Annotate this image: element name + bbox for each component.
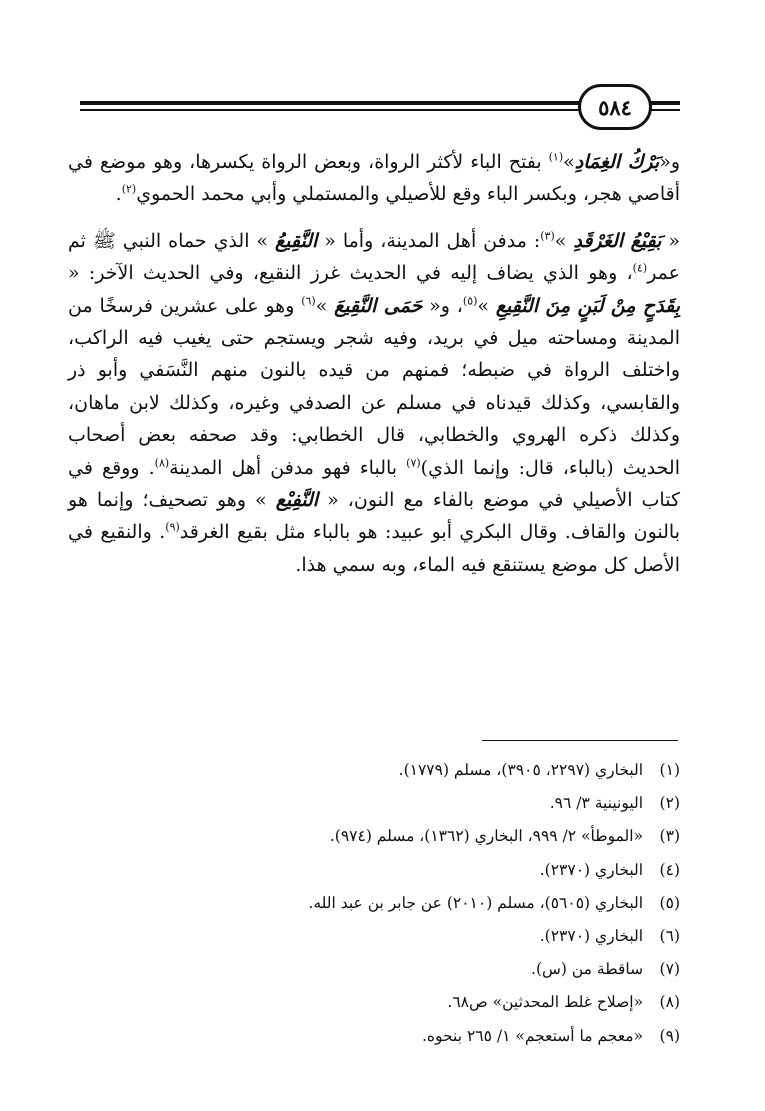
footnote-ref: (٦) [301,294,316,308]
paragraph-bark-alghimad: و«بَرْكُ الغِمَادِ»$^{(١)}$ بفتح الباء لأكثر الرواة، وبعض الرواة يكسرها، وهو موضع في أقاصي هجر، وبكسر الباء وقع للأصيلي والمستملي وأبي محمد الحموي$^{(٢)}$. [68,150,681,206]
footnote-item [68,887,680,920]
main-text [68,146,680,581]
footnote-text: البخاري (٥٦٠٥)، مسلم (٢٠١٠) عن جابر بن عبد الله. [308,893,644,912]
entry-term: النَّفِيْع [275,489,319,512]
entry-term: النَّقِيعُ [275,229,318,252]
entry-term: بَرْكُ الغِمَادِ [574,151,660,173]
footnote-number: (١) [659,761,680,779]
footnote-ref: (٣) [540,229,555,243]
footnote-item [68,754,680,787]
footnote-ref: (٨) [154,456,170,470]
footnote-item [68,986,680,1019]
footnote-ref: (٤) [632,261,648,275]
footnote-ref: (٩) [165,521,180,535]
footnote-ref: (٧) [406,456,421,470]
footnote-text: البخاري (٢٢٩٧، ٣٩٠٥)، مسلم (١٧٧٩). [398,761,644,779]
footnote-text: «معجم ما أستعجم» ١/ ٢٦٥ بنحوه. [421,1026,644,1045]
footnote-item [68,953,680,986]
footnote-number: (٢) [659,794,680,813]
footnote-text: اليونينية ٣/ ٩٦. [549,794,644,813]
paragraph-baqi-naqi: « بَقِيْعُ الغَرْقَدِ »$^{(٣)}$: مدفن أهل المدينة، وأما « النَّقِيعُ » الذي حماه النبي ﷺ ثم عمر$^{(٤)}$، وهو الذي يضاف إليه في الحديث غرز النقيع، وفي الحديث الآخر: « بِقَدَحٍ مِنْ لَبَنٍ مِنَ النَّقِيعِ »$^{(٥)}$، و« حَمَى النَّقِيعَ »$^{(٦)}$ وهو على عشرين فرسخًا من المدينة ومساحته ميل في بريد، وفيه شجر ويستجم حتى يغيب فيه الراكب، واختلف الرواة في ضبطه؛ فمنهم من قيده بالنون منهم النَّسَفي وأبو ذر والقابسي، وكذلك قيدناه في مسلم عن الصدفي وغيره، وكذلك لابن ماهان، وكذلك ذكره الهروي والخطابي، قال الخطابي: وقد صحفه بعض أصحاب الحديث (بالباء، قال: وإنما الذي)$^{(٧)}$ بالباء فهو مدفن أهل المدينة$^{(٨)}$. ووقع في كتاب الأصيلي في موضع بالفاء مع النون، « النَّفِيْع » وهو تصحيف؛ وإنما هو بالنون والقاف. وقال البكري أبو عبيد: هو بالباء مثل بقيع الغرقد$^{(٩)}$. والنقيع في الأصل كل موضع يستنقع فيه الماء، وبه سمي هذا. [68,229,681,576]
footnote-text: «الموطأ» ٢/ ٩٩٩، البخاري (١٣٦٢)، مسلم (٩٧٤). [329,827,644,846]
footnote-ref: (٥) [462,294,478,308]
hadith-quote: بِقَدَحٍ مِنْ لَبَنٍ مِنَ النَّقِيعِ [495,294,681,317]
footnote-ref: (٢) [121,183,137,197]
entry-term: بَقِيْعُ الغَرْقَدِ [573,229,662,252]
footnote-separator [482,740,678,741]
hadith-quote: حَمَى النَّقِيعَ [334,294,423,317]
footnote-number: (٦) [659,926,680,945]
footnote-text: «إصلاح غلط المحدثين» ص٦٨. [447,993,644,1012]
footnote-item [68,820,680,853]
footnote-item [68,1020,680,1053]
footnote-text: البخاري (٢٣٧٠). [539,926,644,945]
page-number: ٥٨٤ [578,84,652,130]
footnote-number: (٥) [659,893,680,912]
footnote-item [68,787,680,820]
footnote-number: (٧) [659,960,680,979]
footnote-number: (٩) [659,1026,680,1045]
footnote-number: (٣) [659,827,680,846]
footnote-ref: (١) [548,150,564,164]
footnote-item [68,920,680,953]
footnote-item [68,854,680,887]
footnote-text: البخاري (٢٣٧٠). [539,860,644,879]
footnotes-list [68,754,680,1053]
footnote-text: ساقطة من (س). [531,960,644,979]
footnote-number: (٤) [659,860,680,879]
footnote-number: (٨) [659,993,680,1012]
